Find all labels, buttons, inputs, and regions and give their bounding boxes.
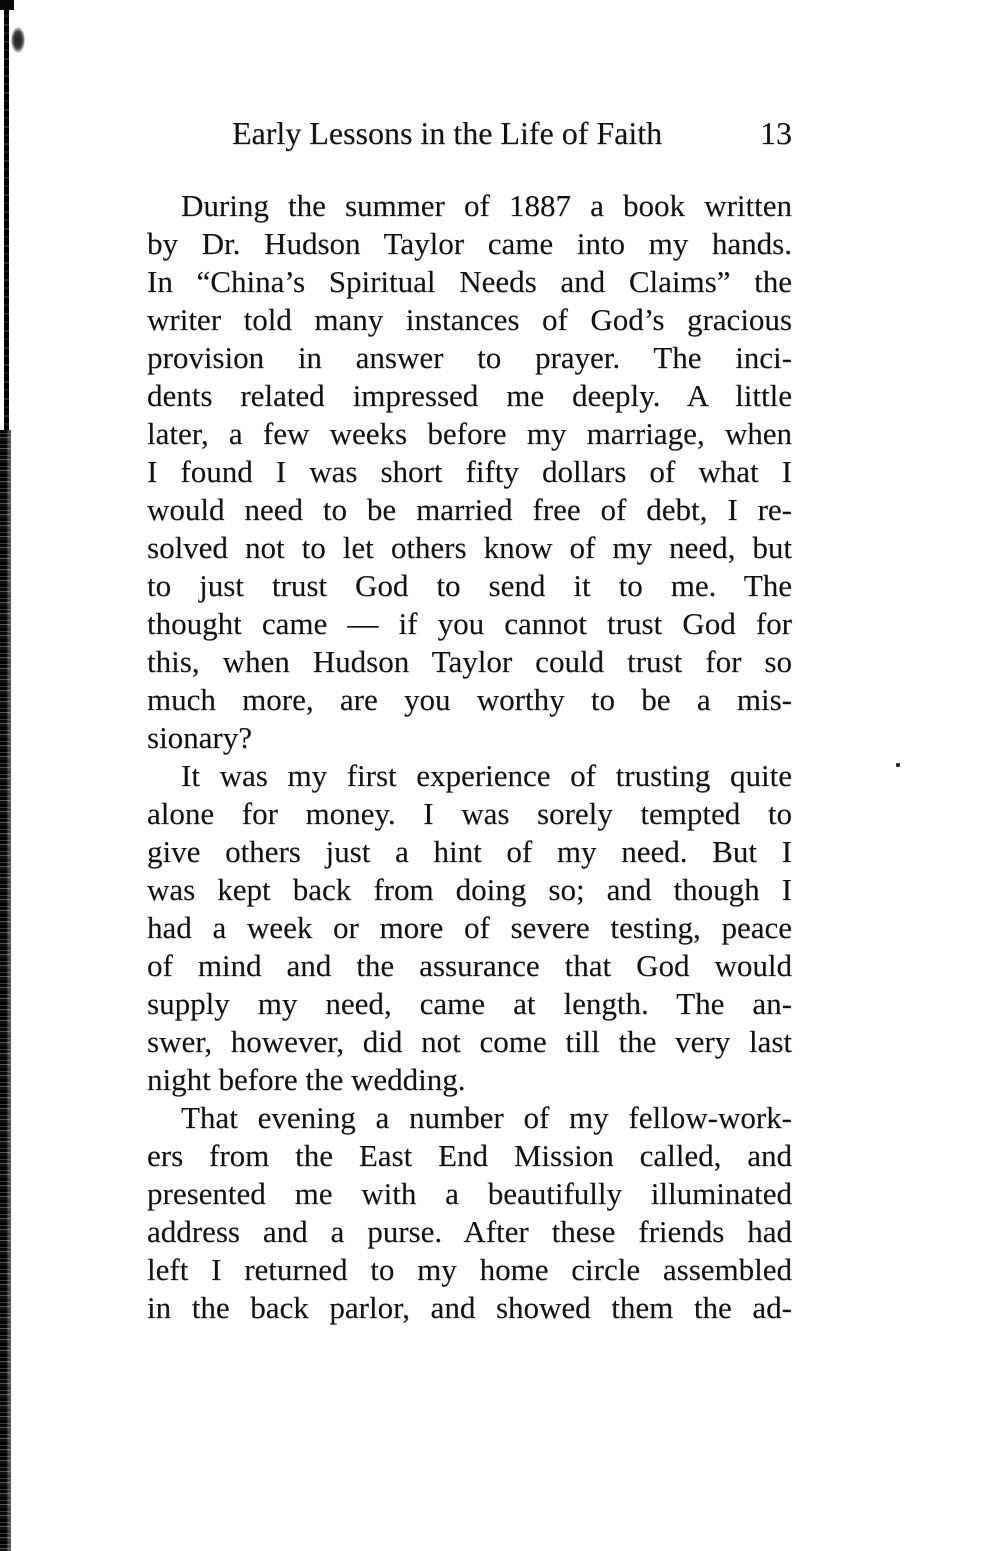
corner-ink-mark <box>0 0 14 10</box>
text-line: That evening a number of my fellow-work- <box>181 1100 792 1135</box>
text-line: this, when Hudson Taylor could trust for so <box>147 644 792 679</box>
text-line: in the back parlor, and showed them the ad- <box>147 1290 792 1325</box>
text-line: I found I was short fifty dollars of what I <box>147 454 792 489</box>
text-line: had a week or more of severe testing, peace <box>147 910 792 945</box>
text-line: supply my need, came at length. The an- <box>147 986 792 1021</box>
text-line: later, a few weeks before my marriage, when <box>147 416 792 451</box>
text-line: was kept back from doing so; and though I <box>147 872 792 907</box>
paragraph <box>147 757 792 1099</box>
text-line: dents related impressed me deeply. A little <box>147 378 792 413</box>
page-body <box>147 187 792 1327</box>
text-line: In “China’s Spiritual Needs and Claims” the <box>147 264 792 299</box>
running-head <box>147 113 792 153</box>
text-line: swer, however, did not come till the very last <box>147 1024 792 1059</box>
text-line: thought came — if you cannot trust God for <box>147 606 792 641</box>
text-line: ers from the East End Mission called, and <box>147 1138 792 1173</box>
text-line: to just trust God to send it to me. The <box>147 568 792 603</box>
dust-speck <box>896 763 900 767</box>
chapter-title: Early Lessons in the Life of Faith <box>232 115 663 151</box>
text-line: provision in answer to prayer. The inci- <box>147 340 792 375</box>
paragraph <box>147 1099 792 1327</box>
text-line: It was my first experience of trusting quite <box>181 758 792 793</box>
text-line: writer told many instances of God’s gracious <box>147 302 792 337</box>
ink-smudge <box>11 27 25 53</box>
text-line: left I returned to my home circle assembled <box>147 1252 792 1287</box>
page-number: 13 <box>760 115 792 151</box>
text-line: by Dr. Hudson Taylor came into my hands. <box>147 226 792 261</box>
text-line: address and a purse. After these friends had <box>147 1214 792 1249</box>
text-line: give others just a hint of my need. But I <box>147 834 792 869</box>
text-line: alone for money. I was sorely tempted to <box>147 796 792 831</box>
text-line: would need to be married free of debt, I re- <box>147 492 792 527</box>
binding-edge-line <box>4 0 9 450</box>
binding-edge-band <box>0 430 11 1551</box>
text-line: sionary? <box>147 720 253 755</box>
text-line: night before the wedding. <box>147 1062 466 1097</box>
text-line: presented me with a beautifully illuminated <box>147 1176 792 1211</box>
text-line: solved not to let others know of my need, but <box>147 530 792 565</box>
text-line: of mind and the assurance that God would <box>147 948 792 983</box>
text-line: much more, are you worthy to be a mis- <box>147 682 792 717</box>
text-line: During the summer of 1887 a book written <box>181 188 792 223</box>
paragraph <box>147 187 792 757</box>
